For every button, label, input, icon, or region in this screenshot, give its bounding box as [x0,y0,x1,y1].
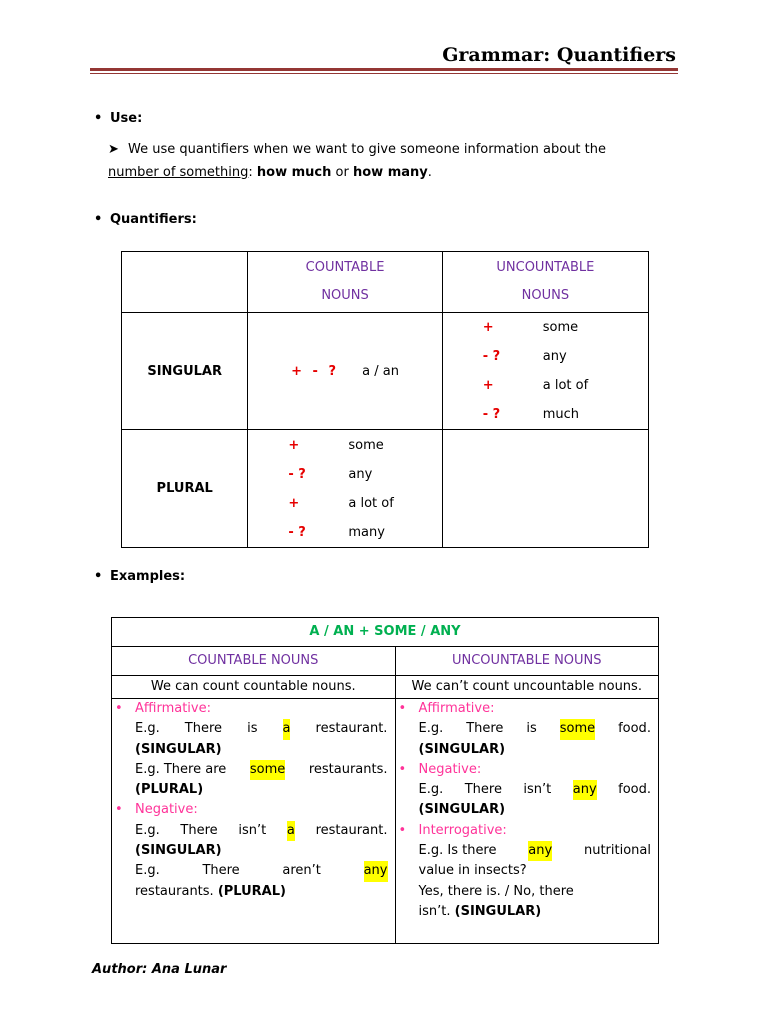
example-line: E.g. There isn’t any food. [403,780,652,800]
header-rule-thin [90,73,678,74]
example-line: E.g. There are some restaurants. [119,760,388,780]
highlighted-word: any [573,780,597,800]
arrow-icon: ➤ [108,142,119,157]
interrogative-label: • Interrogative: [403,821,652,841]
singular-countable-cell [248,313,442,430]
uncountable-examples: • Affirmative: E.g. There is some food. (SINGULAR) • Negative: E.g. There isn’t any food. (SINGULAR) • Interrogative: E.g. Is there any nutritional value in insects? Yes, there is. / No, there isn’t. (SINGULAR) [395,699,659,944]
example-line: E.g. There is a restaurant. [119,719,388,739]
highlighted-word: a [287,821,295,841]
uncountable-header: UNCOUNTABLE NOUNS [442,252,648,313]
header-rule-thick [90,68,678,71]
example-line: E.g. There isn’t a restaurant. [119,821,388,841]
list-item: - ? any [288,466,373,482]
quantifiers-heading: • Quantifiers: [94,212,197,227]
uncountable-nouns-header: UNCOUNTABLE NOUNS [395,647,659,676]
example-line: E.g. Is there any nutritional [403,841,652,861]
plural-countable-cell [248,430,442,548]
list-item: + some [288,437,384,453]
list-item: + a lot of [288,495,394,511]
example-line: E.g. There aren’t any [119,861,388,881]
sign-group: + - ? [291,363,337,379]
affirmative-label: • Affirmative: [403,699,652,719]
countable-nouns-header: COUNTABLE NOUNS [112,647,396,676]
countable-intro: We can count countable nouns. [112,676,396,699]
list-item: - ? many [288,524,385,540]
highlighted-word: any [528,841,552,861]
countable-header: COUNTABLE NOUNS [248,252,442,313]
negative-label: • Negative: [119,800,388,820]
quantifier-word: a / an [362,363,399,379]
list-item: - ? any [482,349,567,364]
examples-heading: • Examples: [94,569,185,584]
underlined-phrase: number of something [108,165,249,180]
list-item: + a lot of [482,378,589,393]
examples-table-title: A / AN + SOME / ANY [112,618,659,647]
countable-examples: • Affirmative: E.g. There is a restaurant. (SINGULAR) E.g. There are some restaurants. (PLURAL) • Negative: E.g. There isn’t a restaurant. (SINGULAR) E.g. There aren’t any restaurants. (PLURAL) [112,699,396,944]
highlighted-word: some [560,719,595,739]
empty-header-cell [122,252,248,313]
author-footer: Author: Ana Lunar [92,962,227,977]
use-paragraph: ➤ We use quantifiers when we want to give someone information about the number of something: how much or how many. [108,138,678,184]
highlighted-word: some [250,760,285,780]
singular-label: SINGULAR [122,313,248,430]
plural-label: PLURAL [122,430,248,548]
uncountable-intro: We can’t count uncountable nouns. [395,676,659,699]
page-title: Grammar: Quantifiers [442,44,676,66]
negative-label: • Negative: [403,760,652,780]
quantifiers-table [121,251,649,548]
singular-uncountable-cell [442,313,648,430]
highlighted-word: a [283,719,291,739]
list-item: + some [482,320,579,335]
highlighted-word: any [364,861,388,881]
examples-table [111,617,659,944]
plural-uncountable-cell [442,430,648,548]
list-item: - ? much [482,407,580,422]
example-line: E.g. There is some food. [403,719,652,739]
affirmative-label: • Affirmative: [119,699,388,719]
use-heading: • Use: [94,111,142,126]
